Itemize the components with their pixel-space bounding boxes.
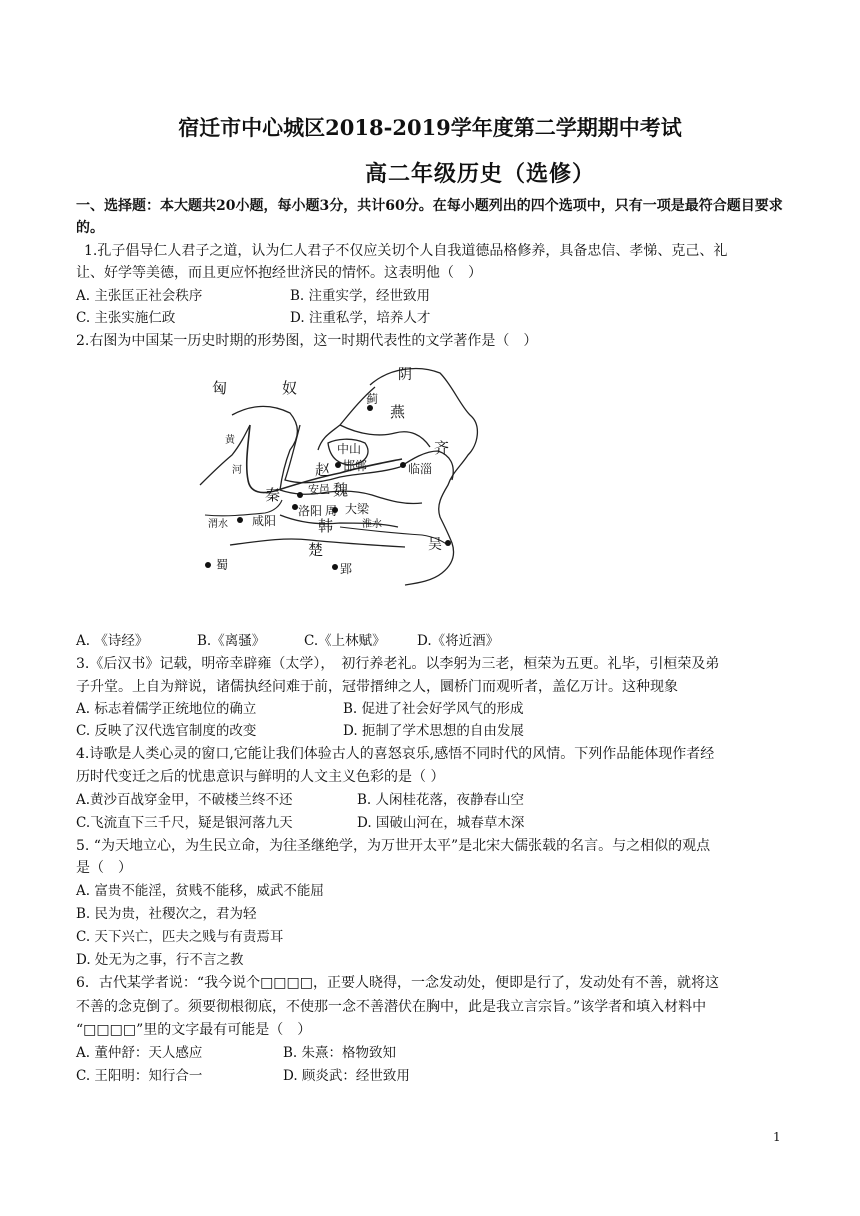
map-label-chu: 楚 — [308, 541, 324, 559]
q2-option-b: B.《离骚》 — [197, 633, 266, 649]
q4-option-d: D. 国破山河在，城春草木深 — [357, 815, 525, 831]
q1-option-c: C. 主张实施仁政 — [76, 310, 176, 326]
q6-option-a: A. 董仲舒：天人感应 — [76, 1045, 203, 1061]
map-city-wu — [445, 540, 451, 546]
map-label-yan: 燕 — [390, 403, 406, 421]
q2-option-a: A. 《诗经》 — [76, 633, 149, 649]
q5-stem-line2: 是（ ） — [76, 860, 132, 876]
q6-stem-line3: “□□□□”里的文字最有可能是（ ） — [76, 1022, 312, 1038]
map-city-anyi — [297, 492, 303, 498]
q3-option-b: B. 促进了社会好学风气的形成 — [343, 701, 524, 717]
q4-stem-line2: 历时代变迁之后的忧患意识与鲜明的人文主义色彩的是（ ） — [76, 769, 445, 785]
map-label-linzi: 临淄 — [408, 462, 433, 476]
map-label-zhou: 周 — [325, 504, 338, 518]
map-city-shu — [205, 562, 211, 568]
map-label-huaishui: 淮水 — [362, 519, 382, 530]
q6-stem-line1: 6．古代某学者说：“我今说个□□□□，正要人晓得，一念发动处，便即是行了，发动处有不善，就将这 — [76, 975, 719, 991]
map-city-ying — [332, 564, 338, 570]
q2-option-d: D.《将近酒》 — [417, 633, 500, 649]
q1-option-a: A. 主张匡正社会秩序 — [76, 288, 203, 304]
q1-option-d: D. 注重私学，培养人才 — [290, 310, 431, 326]
q6-option-d: D. 顾炎武：经世致用 — [283, 1068, 410, 1084]
map-label-huang: 黄 — [225, 435, 235, 446]
map-city-linzi — [400, 462, 406, 468]
map-label-wei: 魏 — [333, 481, 349, 499]
q4-option-b: B. 人闲桂花落，夜静春山空 — [357, 792, 525, 808]
map-label-ji: 蓟 — [366, 392, 379, 406]
q5-option-d: D. 处无为之事，行不言之教 — [76, 952, 244, 968]
map-label-han: 韩 — [318, 517, 334, 535]
map-label-xiongnu-2: 奴 — [282, 379, 298, 397]
map-label-anyi: 安邑 — [308, 483, 330, 496]
map-label-daliang: 大梁 — [345, 502, 370, 516]
q1-option-b: B. 注重实学，经世致用 — [290, 288, 431, 304]
map-label-shu: 蜀 — [216, 558, 229, 572]
q6-stem-line2: 不善的念克倒了。须要彻根彻底，不使那一念不善潜伏在胸中，此是我立言宗旨。”该学者和填入材料中 — [76, 999, 707, 1015]
map-label-qin: 秦 — [265, 486, 281, 504]
q3-stem-line2: 子升堂。上自为辩说，诸儒执经问难于前，冠带搢绅之人，圜桥门而观听者，盖亿万计。这种现象 — [76, 679, 678, 695]
map-label-xiongnu-1: 匈 — [212, 379, 228, 397]
q3-option-c: C. 反映了汉代选官制度的改变 — [76, 723, 257, 739]
q5-option-b: B. 民为贵，社稷次之，君为轻 — [76, 906, 257, 922]
q3-option-a: A. 标志着儒学正统地位的确立 — [76, 701, 257, 717]
map-label-wu: 吴 — [428, 537, 442, 553]
q4-option-a: A.黄沙百战穿金甲，不破楼兰终不还 — [76, 792, 293, 808]
exam-title: 宿迁市中心城区2018-2019学年度第二学期期中考试 — [178, 115, 682, 140]
map-label-handan: 邯郸 — [343, 459, 368, 473]
map-city-handan — [335, 462, 341, 468]
q2-stem: 2.右图为中国某一历史时期的形势图，这一时期代表性的文学著作是（ ） — [76, 333, 538, 349]
map-city-xianyang — [237, 517, 243, 523]
map-label-zhongshan: 中山 — [337, 442, 362, 456]
section-heading: 一、选择题：本大题共20小题，每小题3分，共计60分。在每小题列出的四个选项中，只有一项是最符合题目要求的。 — [76, 198, 783, 236]
q1-stem-line1: 1.孔子倡导仁人君子之道，认为仁人君子不仅应关切个人自我道德品格修养，具备忠信、孝悌、克己、礼 — [84, 243, 728, 259]
map-border-west — [200, 425, 250, 485]
q3-stem-line1: 3.《后汉书》记载，明帝幸辟雍（太学）， 初行养老礼。以李躬为三老，桓荣为五更。礼毕，引桓荣及弟 — [76, 656, 720, 672]
q5-option-c: C. 天下兴亡，匹夫之贱与有责焉耳 — [76, 929, 284, 945]
q5-stem-line1: 5. “为天地立心，为生民立命，为往圣继绝学，为万世开太平”是北宋大儒张载的名言。与之相似的观点 — [76, 838, 711, 854]
map-border-qin-east — [232, 406, 298, 490]
map-label-qi: 齐 — [434, 439, 450, 457]
map-label-he: 河 — [232, 465, 242, 476]
q4-option-c: C.飞流直下三千尺，疑是银河落九天 — [76, 815, 293, 831]
q4-stem-line1: 4.诗歌是人类心灵的窗口,它能让我们体验古人的喜怒哀乐,感悟不同时代的风情。下列作品能体现作者经 — [76, 746, 715, 762]
map-coastline — [370, 369, 477, 585]
q3-option-d: D. 扼制了学术思想的自由发展 — [343, 723, 524, 739]
map-label-weishui: 渭水 — [208, 519, 228, 530]
q2-option-c: C.《上林赋》 — [304, 633, 386, 649]
map-label-luoyang: 洛阳 — [298, 504, 323, 518]
exam-subtitle: 高二年级历史（选修） — [365, 161, 596, 187]
q6-option-b: B. 朱熹：格物致知 — [283, 1045, 397, 1061]
map-label-xianyang: 咸阳 — [252, 514, 277, 528]
q6-option-c: C. 王阳明：知行合一 — [76, 1068, 203, 1084]
q5-option-a: A. 富贵不能淫，贫贱不能移，威武不能屈 — [76, 883, 324, 899]
page-number: 1 — [773, 1130, 781, 1144]
map-label-zhao: 赵 — [315, 461, 331, 479]
map-label-yin: 阴 — [398, 367, 412, 383]
map-label-ying: 郢 — [340, 562, 353, 576]
q1-stem-line2: 让、好学等美德，而且更应怀抱经世济民的情怀。这表明他（ ） — [76, 265, 482, 281]
warring-states-map — [190, 355, 490, 600]
